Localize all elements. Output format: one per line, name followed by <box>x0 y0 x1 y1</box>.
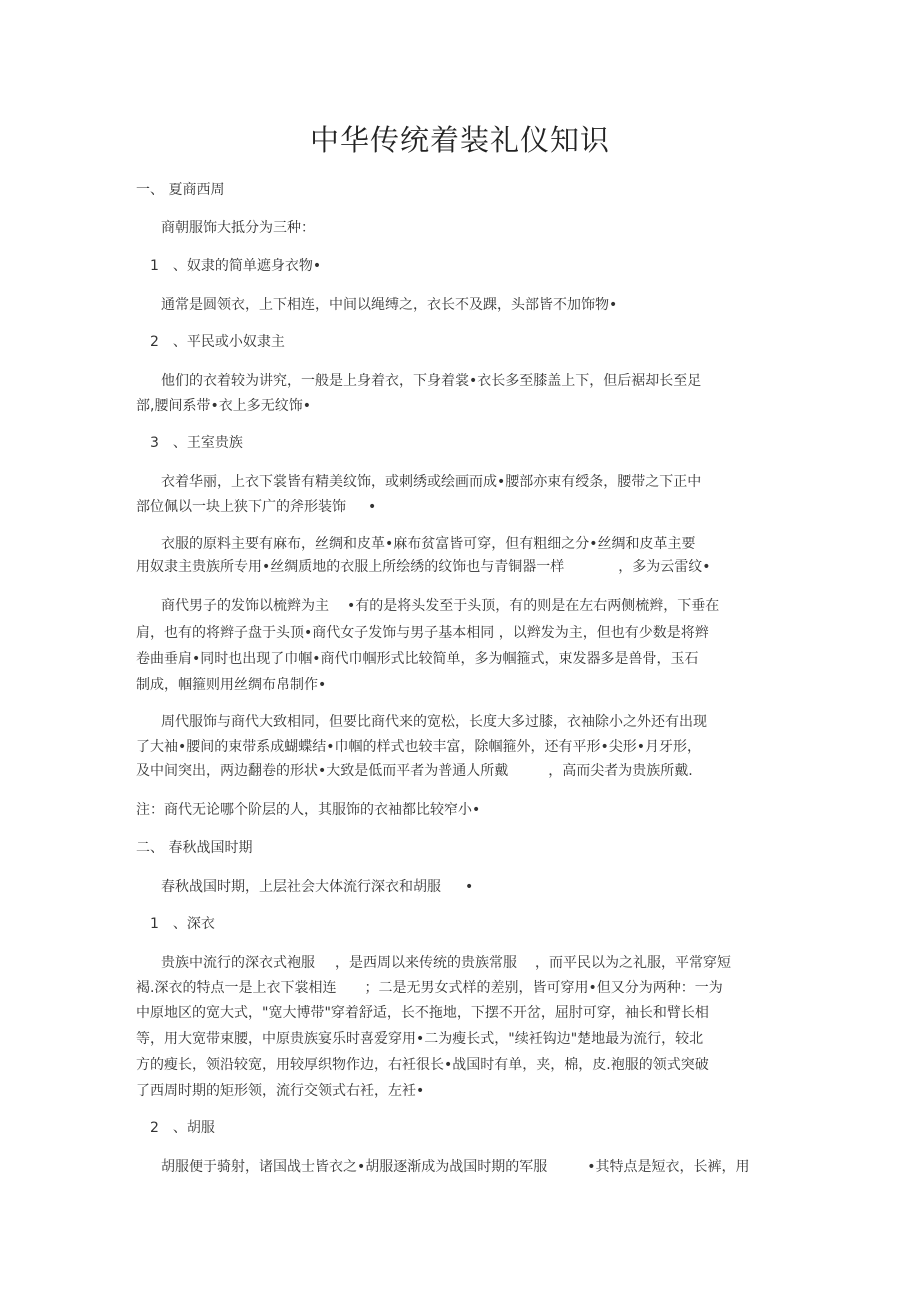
list-item-title: 、平民或小奴隶主 <box>172 334 285 350</box>
paragraph-line: 他们的衣着较为讲究，一般是上身着衣，下身着裳•衣长多至膝盖上下，但后裾却长至足 <box>161 373 702 389</box>
paragraph-line <box>136 498 376 516</box>
text-run: 贵族中流行的深衣式袍服 <box>161 955 315 971</box>
list-item-heading <box>150 915 215 933</box>
list-number: 2 <box>150 1120 159 1136</box>
paragraph-line: 通常是圆领衣，上下相连，中间以绳缚之，衣长不及踝，头部皆不加饰物• <box>161 297 618 313</box>
text-run: 商代男子的发饰以梳辫为主 <box>161 598 329 614</box>
text-run: 用奴隶主贵族所专用•丝绸质地的衣服上所绘绣的纹饰也与青铜器一样 <box>136 559 565 575</box>
text-run: •有的是将头发至于头顶，有的则是在左右两侧梳辫，下垂在 <box>347 598 720 614</box>
text-run: ，高而尖者为贵族所戴. <box>548 763 693 779</box>
list-number: 3 <box>150 435 159 451</box>
paragraph-line: 部,腰间系带•衣上多无纹饰• <box>136 398 311 414</box>
paragraph-line: 方的瘦长，领沿较宽，用较厚织物作边，右衽很长•战国时有单，夹，棉，皮.袍服的领式突破 <box>136 1057 709 1073</box>
text-run: • <box>368 499 377 515</box>
text-run: ；二是无男女式样的差别，皆可穿用•但又分为两种：一为 <box>364 980 723 996</box>
text-run: ，多为云雷纹• <box>618 559 711 575</box>
paragraph-line: 肩，也有的将辫子盘于头顶•商代女子发饰与男子基本相同 ，以辫发为主，但也有少数是将辫 <box>136 625 709 641</box>
text-run: 胡服便于骑射，诸国战士皆衣之•胡服逐渐成为战国时期的军服 <box>161 1159 548 1175</box>
document-title: 中华传统着装礼仪知识 <box>309 123 610 157</box>
paragraph-line: 中原地区的宽大式，"宽大博带"穿着舒适，长不拖地，下摆不开岔，屈肘可穿，袖长和臂长相 <box>136 1005 709 1021</box>
list-item-heading <box>150 1119 215 1137</box>
paragraph-line: 等，用大宽带束腰，中原贵族宴乐时喜爱穿用•二为瘦长式，"续衽钩边"楚地最为流行，较北 <box>136 1031 704 1047</box>
paragraph-line: 衣服的原料主要有麻布，丝绸和皮革•麻布贫富皆可穿，但有粗细之分•丝绸和皮革主要 <box>161 536 696 552</box>
paragraph-line: 了西周时期的矩形领，流行交领式右衽，左衽• <box>136 1083 425 1099</box>
paragraph-line: 卷曲垂肩•同时也出现了巾帼•商代巾帼形式比较简单，多为帼箍式，束发器多是兽骨，玉石 <box>136 651 699 667</box>
paragraph-line: 了大袖•腰间的束带系成蝴蝶结•巾帼的样式也较丰富，除帼箍外，还有平形•尖形•月牙形， <box>136 739 702 755</box>
paragraph-line: 衣着华丽，上衣下裳皆有精美纹饰，或刺绣或绘画而成•腰部亦束有绶条，腰带之下正中 <box>161 474 702 490</box>
section-heading-xia-shang-zhou: 一、 夏商西周 <box>136 182 225 198</box>
paragraph-line <box>161 1158 750 1176</box>
paragraph-line <box>161 954 731 972</box>
text-run: 春秋战国时期，上层社会大体流行深衣和胡服 <box>161 879 441 895</box>
paragraph-line <box>136 762 693 780</box>
text-run: ，而平民以为之礼服，平常穿短 <box>535 955 731 971</box>
paragraph-line: 周代服饰与商代大致相同，但要比商代来的宽松，长度大多过膝，衣袖除小之外还有出现 <box>161 714 707 730</box>
paragraph-line <box>161 878 473 896</box>
text-run: • <box>465 879 474 895</box>
paragraph-line <box>161 597 719 615</box>
text-run: 部位佩以一块上狭下广的斧形装饰 <box>136 499 346 515</box>
list-number: 1 <box>150 258 159 274</box>
list-item-title: 、奴隶的简单遮身衣物• <box>172 258 322 274</box>
section-heading-chunqiu-zhanguo: 二、 春秋战国时期 <box>136 840 253 856</box>
text-run: ，是西周以来传统的贵族常服 <box>335 955 517 971</box>
list-item-heading <box>150 333 285 351</box>
list-item-title: 、深衣 <box>172 916 215 932</box>
list-number: 2 <box>150 334 159 350</box>
paragraph-line: 制成，帼箍则用丝绸布帛制作• <box>136 677 327 693</box>
text-run: 褐.深衣的特点一是上衣下裳相连 <box>136 980 337 996</box>
text-run: •其特点是短衣，长裤，用 <box>587 1159 750 1175</box>
list-number: 1 <box>150 916 159 932</box>
list-item-heading <box>150 434 243 452</box>
paragraph-line <box>136 979 723 997</box>
paragraph-line <box>136 558 711 576</box>
text-run: 及中间突出，两边翻卷的形状•大致是低而平者为普通人所戴 <box>136 763 509 779</box>
note-line: 注：商代无论哪个阶层的人，其服饰的衣袖都比较窄小• <box>136 802 481 818</box>
list-item-title: 、胡服 <box>172 1120 215 1136</box>
paragraph-line: 商朝服饰大抵分为三种： <box>161 220 315 236</box>
list-item-title: 、王室贵族 <box>172 435 243 451</box>
list-item-heading <box>150 257 321 275</box>
